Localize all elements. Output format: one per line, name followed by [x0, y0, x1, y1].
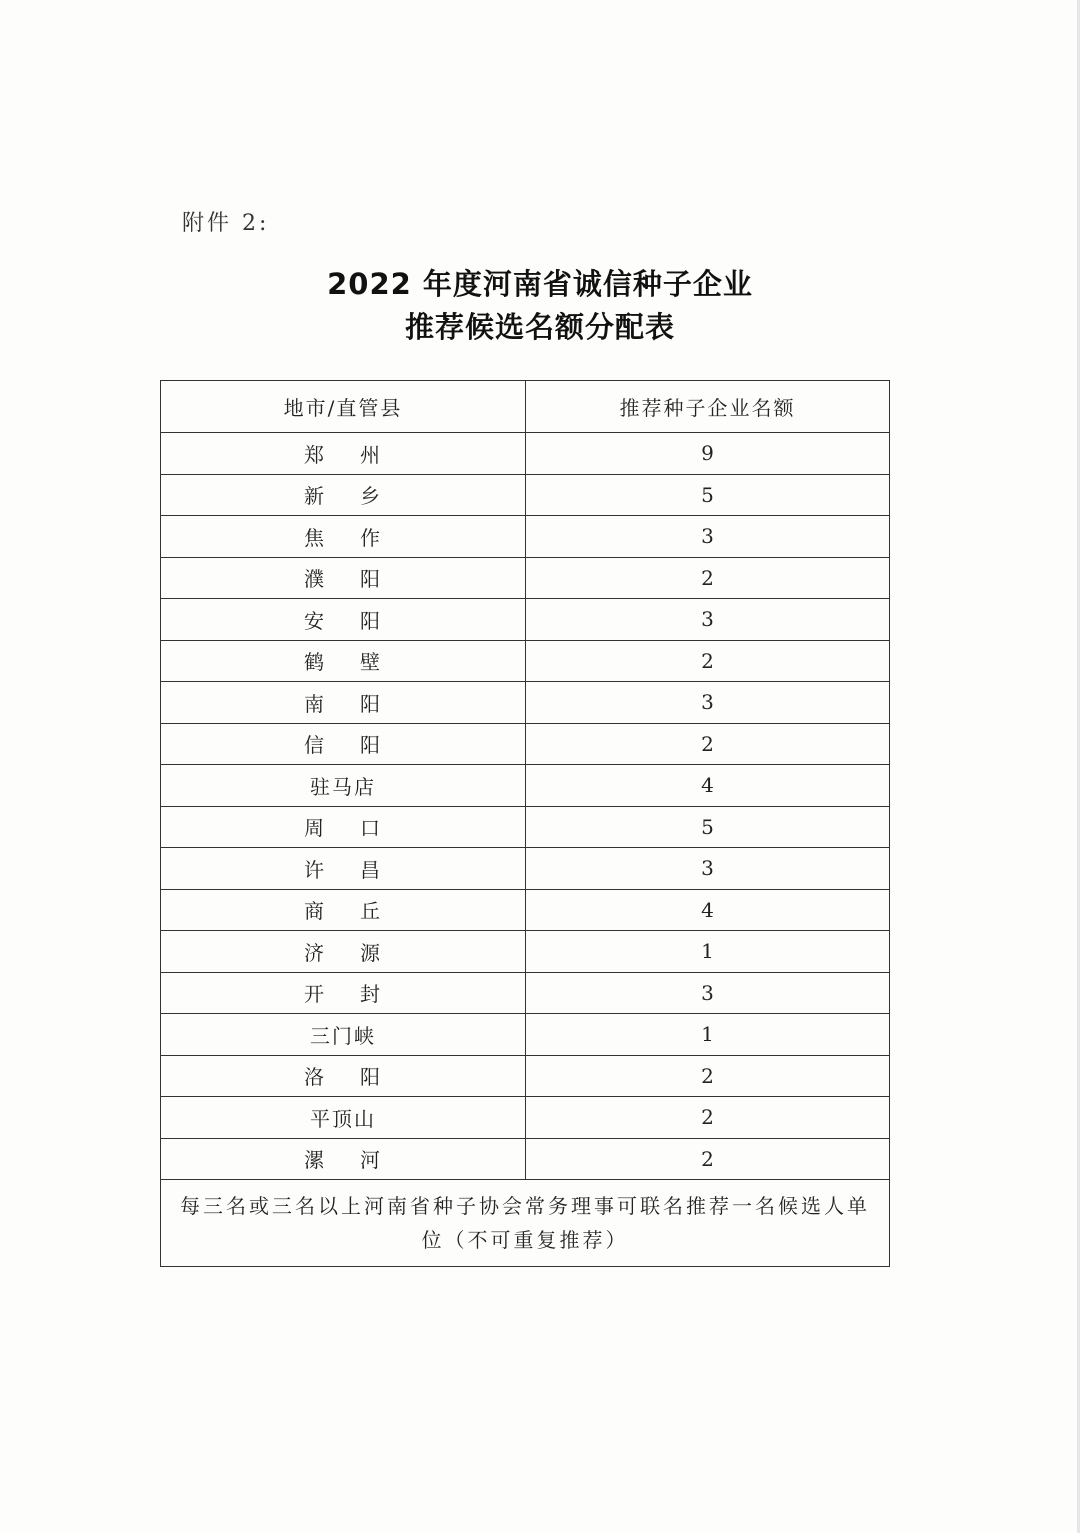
region-cell	[161, 557, 526, 599]
quota-cell: 2	[526, 640, 890, 682]
quota-cell: 1	[526, 1014, 890, 1056]
region-name-part: 乡	[360, 484, 382, 509]
region-name-part: 郑	[304, 442, 326, 467]
region-cell	[161, 474, 526, 516]
quota-cell: 9	[526, 433, 890, 475]
region-name-part: 三门峡	[310, 1023, 376, 1048]
quota-cell: 4	[526, 765, 890, 807]
quota-cell: 1	[526, 931, 890, 973]
region-cell	[161, 765, 526, 807]
region-name-part: 周	[304, 816, 326, 841]
table-row	[161, 474, 890, 516]
region-cell	[161, 516, 526, 558]
region-cell	[161, 599, 526, 641]
table-row	[161, 1138, 890, 1180]
quota-cell: 2	[526, 1055, 890, 1097]
table-row	[161, 765, 890, 807]
table-row	[161, 599, 890, 641]
table-row	[161, 931, 890, 973]
region-cell	[161, 1014, 526, 1056]
region-name-part: 阳	[360, 1065, 382, 1090]
region-cell	[161, 889, 526, 931]
region-cell	[161, 433, 526, 475]
region-cell	[161, 972, 526, 1014]
region-name-part: 开	[304, 982, 326, 1007]
table-row	[161, 516, 890, 558]
region-name-part: 昌	[360, 857, 382, 882]
region-name-part: 濮	[304, 567, 326, 592]
region-name-part: 阳	[360, 691, 382, 716]
table-row	[161, 848, 890, 890]
region-name-part: 作	[360, 525, 382, 550]
region-name-part: 焦	[304, 525, 326, 550]
region-cell	[161, 682, 526, 724]
quota-cell: 3	[526, 682, 890, 724]
quota-cell: 5	[526, 806, 890, 848]
region-cell	[161, 848, 526, 890]
table-row	[161, 557, 890, 599]
table-row	[161, 1055, 890, 1097]
region-cell	[161, 1097, 526, 1139]
region-name-part: 济	[304, 940, 326, 965]
region-name-part: 商	[304, 899, 326, 924]
table-row	[161, 1097, 890, 1139]
region-cell	[161, 640, 526, 682]
quota-cell: 5	[526, 474, 890, 516]
region-name-part: 漯	[304, 1148, 326, 1173]
table-row	[161, 640, 890, 682]
region-name-part: 安	[304, 608, 326, 633]
table-row	[161, 1014, 890, 1056]
region-name-part: 壁	[360, 650, 382, 675]
region-name-part: 新	[304, 484, 326, 509]
table-row	[161, 723, 890, 765]
table-row	[161, 682, 890, 724]
table-row	[161, 972, 890, 1014]
table-row	[161, 433, 890, 475]
quota-cell: 3	[526, 972, 890, 1014]
region-cell	[161, 723, 526, 765]
quota-cell: 4	[526, 889, 890, 931]
region-name-part: 洛	[304, 1065, 326, 1090]
quota-cell: 3	[526, 599, 890, 641]
region-name-part: 南	[304, 691, 326, 716]
region-name-part: 许	[304, 857, 326, 882]
region-name-part: 平顶山	[310, 1106, 376, 1131]
attachment-label: 附件 2:	[182, 211, 270, 236]
table-row	[161, 889, 890, 931]
region-name-part: 封	[360, 982, 382, 1007]
region-name-part: 河	[360, 1148, 382, 1173]
region-cell	[161, 1138, 526, 1180]
region-cell	[161, 931, 526, 973]
quota-cell: 3	[526, 516, 890, 558]
region-name-part: 信	[304, 733, 326, 758]
region-name-part: 阳	[360, 567, 382, 592]
region-name-part: 源	[360, 940, 382, 965]
document-subtitle: 推荐候选名额分配表	[404, 310, 675, 344]
quota-cell: 2	[526, 723, 890, 765]
quota-cell: 3	[526, 848, 890, 890]
region-name-part: 驻马店	[310, 774, 376, 799]
region-name-part: 阳	[360, 608, 382, 633]
header-quota: 推荐种子企业名额	[526, 381, 890, 433]
region-name-part: 鹤	[304, 650, 326, 675]
quota-cell: 2	[526, 1138, 890, 1180]
region-name-part: 口	[360, 816, 382, 841]
region-name-part: 州	[360, 442, 382, 467]
region-name-part: 丘	[360, 899, 382, 924]
quota-cell: 2	[526, 557, 890, 599]
region-cell	[161, 806, 526, 848]
region-name-part: 阳	[360, 733, 382, 758]
table-note-row	[161, 1180, 890, 1267]
table-note: 每三名或三名以上河南省种子协会常务理事可联名推荐一名候选人单位（不可重复推荐）	[161, 1180, 890, 1267]
header-region: 地市/直管县	[161, 381, 526, 433]
region-cell	[161, 1055, 526, 1097]
quota-table	[160, 380, 890, 1267]
quota-cell: 2	[526, 1097, 890, 1139]
table-row	[161, 806, 890, 848]
table-header-row	[161, 381, 890, 433]
document-title: 2022 年度河南省诚信种子企业	[327, 267, 753, 301]
